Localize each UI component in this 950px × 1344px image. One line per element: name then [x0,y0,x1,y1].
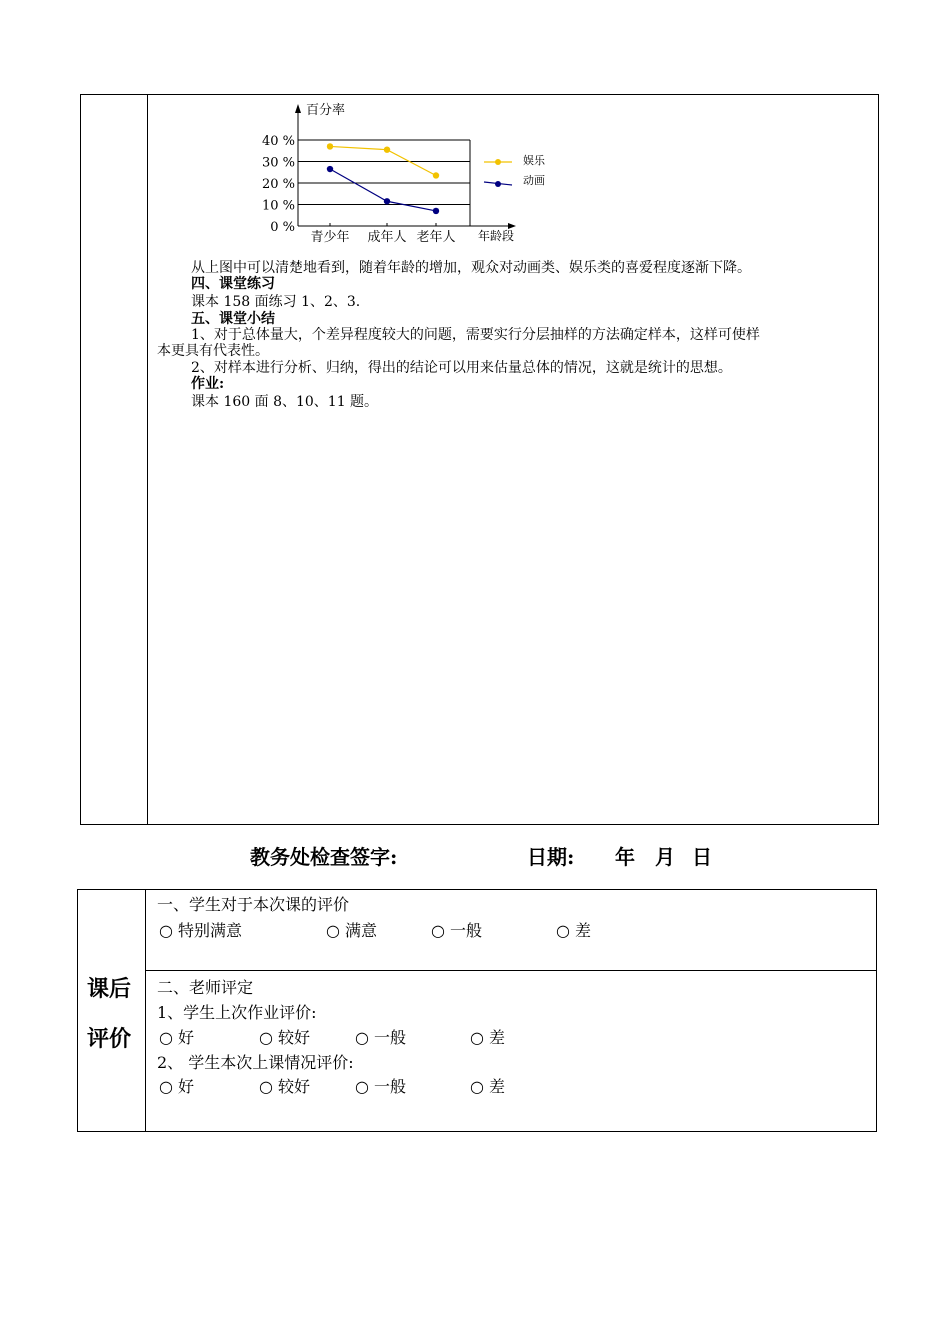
data-point [433,172,439,178]
conclusion-text: 从上图中可以清楚地看到，随着年龄的增加，观众对动画类、娱乐类的喜爱程度逐渐下降。 [191,260,751,276]
summary-item-1-cont: 本更具有代表性。 [157,343,269,359]
q2-option-poor[interactable]: ○ 差 [470,1077,506,1096]
lesson-table-divider [147,94,148,825]
q2-option-average[interactable]: ○ 一般 [355,1077,407,1096]
legend-label: 娱乐 [523,154,545,167]
data-point [327,143,333,149]
practice-text: 课本 158 面练习 1、2、3. [191,294,361,310]
evaluation-side-label-2: 评价 [87,1026,132,1052]
q2-option-fairly-good[interactable]: ○ 较好 [259,1077,311,1096]
option-average[interactable]: ○ 一般 [431,921,483,940]
summary-item-2: 2、对样本进行分析、归纳，得出的结论可以用来估量总体的情况，这就是统计的思想。 [191,360,732,376]
evaluation-row-divider [145,970,877,971]
month-label: 月 [655,845,675,869]
homework-text: 课本 160 面 8、10、11 题。 [191,394,379,410]
date-label: 日期: [527,845,575,869]
evaluation-divider [145,889,146,1132]
line-chart [250,100,570,248]
y-tick-label: 30 % [261,155,295,171]
summary-item-1: 1、对于总体量大，个差异程度较大的问题，需要实行分层抽样的方法确定样本，这样可使样 [191,327,760,343]
data-point [433,208,439,214]
x-tick-label: 青少年 [310,230,350,245]
x-axis-label: 年龄段 [478,229,515,243]
q1-option-average[interactable]: ○ 一般 [355,1028,407,1047]
data-point [327,166,333,172]
data-point [384,198,390,204]
section1-title: 一、学生对于本次课的评价 [157,895,350,914]
option-poor[interactable]: ○ 差 [556,921,592,940]
homework-heading: 作业: [191,376,225,392]
option-very-satisfied[interactable]: ○ 特别满意 [159,921,243,940]
y-tick-label: 20 % [261,177,295,192]
legend-label: 动画 [523,174,545,187]
section2-title: 二、老师评定 [157,978,254,997]
check-signature-label: 教务处检查签字: [250,845,398,869]
y-tick-label: 40 % [261,134,295,149]
day-label: 日 [692,845,712,869]
x-tick-label: 成年人 [367,230,407,245]
y-tick-label: 10 % [261,198,295,214]
legend-marker [495,181,501,187]
q1-option-poor[interactable]: ○ 差 [470,1028,506,1047]
year-label: 年 [615,845,635,869]
y-tick-label: 0 % [270,220,295,235]
legend-marker [495,159,501,165]
series-line [330,146,436,175]
practice-heading: 四、课堂练习 [191,276,275,292]
question-1: 1、学生上次作业评价: [157,1003,317,1022]
y-axis-label: 百分率 [306,103,346,118]
summary-heading: 五、课堂小结 [191,311,275,327]
y-axis-arrow [295,104,301,113]
q1-option-good[interactable]: ○ 好 [159,1028,195,1047]
q2-option-good[interactable]: ○ 好 [159,1077,195,1096]
question-2: 2、 学生本次上课情况评价: [157,1053,354,1072]
evaluation-side-label-1: 课后 [87,976,132,1002]
data-point [384,146,390,152]
q1-option-fairly-good[interactable]: ○ 较好 [259,1028,311,1047]
x-tick-label: 老年人 [416,230,456,245]
option-satisfied[interactable]: ○ 满意 [326,921,378,940]
